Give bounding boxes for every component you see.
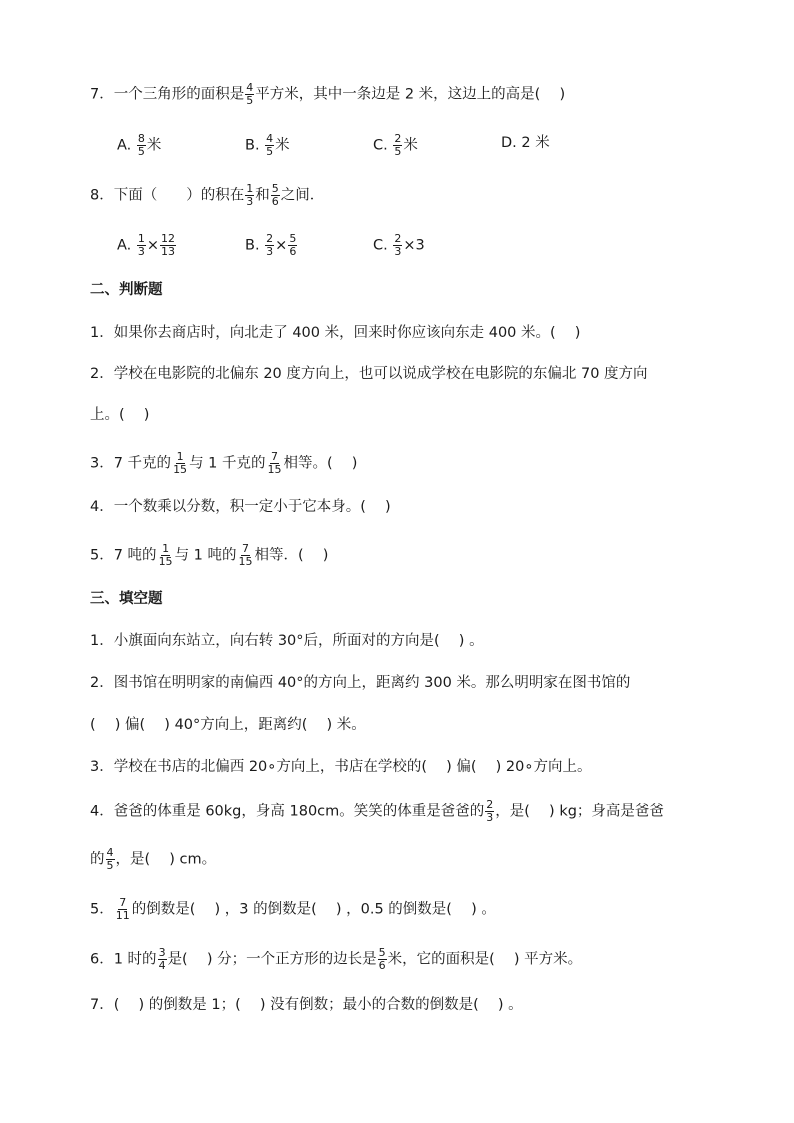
option-c[interactable]: C. $\frac{2}{5}$ 米	[373, 132, 418, 158]
fraction: $\frac{3}{4}$	[158, 946, 166, 972]
fraction: $\frac{1}{15}$	[158, 542, 173, 568]
fill-question-2-line2: ( ) 偏( ) 40°方向上，距离约( ) 米。	[90, 717, 366, 733]
question-text: 7．一个三角形的面积是	[90, 86, 245, 103]
fraction: $\frac{12}{13}$	[161, 232, 176, 258]
option-a[interactable]: A. $\frac{1}{3}$ × $\frac{12}{13}$	[117, 232, 176, 258]
fraction: $\frac{4}{5}$	[106, 846, 114, 872]
fraction: $\frac{5}{6}$	[271, 182, 279, 208]
section-title-fill: 三、填空题	[90, 591, 163, 607]
fraction: $\frac{1}{15}$	[173, 450, 188, 476]
section-title-judge: 二、判断题	[90, 282, 163, 298]
fraction: $\frac{4}{5}$	[266, 132, 274, 158]
fill-question-2-line1: 2．图书馆在明明家的南偏西 40°的方向上，距离约 300 米。那么明明家在图书馆的	[90, 675, 631, 691]
fraction: $\frac{7}{11}$	[115, 896, 130, 922]
option-b[interactable]: B. $\frac{4}{5}$ 米	[245, 132, 290, 158]
fraction: $\frac{1}{3}$	[246, 182, 254, 208]
option-b[interactable]: B. $\frac{2}{3}$ × $\frac{5}{6}$	[245, 232, 297, 258]
question-text: 平方米，其中一条边是 2 米，这边上的高是( )	[255, 86, 566, 103]
fraction: $\frac{7}{15}$	[238, 542, 253, 568]
option-c[interactable]: C. $\frac{2}{3}$ ×3	[373, 232, 425, 258]
judge-question-5: 5．7 吨的 $\frac{1}{15}$ 与 1 吨的 $\frac{7}{15}$ 相等．( )	[90, 542, 329, 568]
option-d[interactable]: D. 2 米	[501, 135, 550, 151]
fraction: $\frac{5}{6}$	[378, 946, 386, 972]
judge-question-2-line2: 上。( )	[90, 407, 150, 423]
judge-question-3: 3．7 千克的 $\frac{1}{15}$ 与 1 千克的 $\frac{7}{15}$ 相等。( )	[90, 450, 358, 476]
fraction: $\frac{2}{5}$	[394, 132, 402, 158]
fill-question-4-line2: 的 $\frac{4}{5}$ ，是( ) cm。	[90, 846, 217, 872]
choice-question-8: 8．下面（ ）的积在 $\frac{1}{3}$ 和 $\frac{5}{6}$ 之间．	[90, 182, 325, 208]
fraction: $\frac{8}{5}$	[137, 132, 145, 158]
choice-question-7	[90, 82, 565, 107]
judge-question-2-line1: 2．学校在电影院的北偏东 20 度方向上，也可以说成学校在电影院的东偏北 70 度方向	[90, 366, 648, 382]
fill-question-5: 5． $\frac{7}{11}$ 的倒数是( ) ，3 的倒数是( ) ，0.5 的倒数是( ) 。	[90, 896, 496, 922]
fill-question-1: 1．小旗面向东站立，向右转 30°后，所面对的方向是( ) 。	[90, 633, 484, 649]
fraction: $\frac{2}{3}$	[486, 798, 494, 824]
judge-question-4: 4．一个数乘以分数，积一定小于它本身。( )	[90, 499, 391, 515]
fraction: $\frac{7}{15}$	[267, 450, 282, 476]
judge-question-1: 1．如果你去商店时，向北走了 400 米，回来时你应该向东走 400 米。( )	[90, 325, 581, 341]
fraction: $\frac{1}{3}$	[137, 232, 145, 258]
fill-question-6: 6．1 时的 $\frac{3}{4}$ 是( ) 分；一个正方形的边长是 $\frac{5}{6}$ 米，它的面积是( ) 平方米。	[90, 946, 583, 972]
fill-question-3: 3．学校在书店的北偏西 20∘方向上，书店在学校的( ) 偏( ) 20∘方向上。	[90, 759, 592, 775]
fraction: $\frac{2}{3}$	[266, 232, 274, 258]
fraction: $\frac{2}{3}$	[394, 232, 402, 258]
fill-question-7: 7．( ) 的倒数是 1；( ) 没有倒数；最小的合数的倒数是( ) 。	[90, 997, 523, 1013]
option-a[interactable]: A. $\frac{8}{5}$ 米	[117, 132, 162, 158]
fraction: $\frac{4}{5}$	[246, 81, 254, 107]
fraction: $\frac{5}{6}$	[289, 232, 297, 258]
fill-question-4-line1: 4．爸爸的体重是 60kg，身高 180cm。笑笑的体重是爸爸的 $\frac{2}{3}$ ，是( ) kg；身高是爸爸	[90, 798, 664, 824]
